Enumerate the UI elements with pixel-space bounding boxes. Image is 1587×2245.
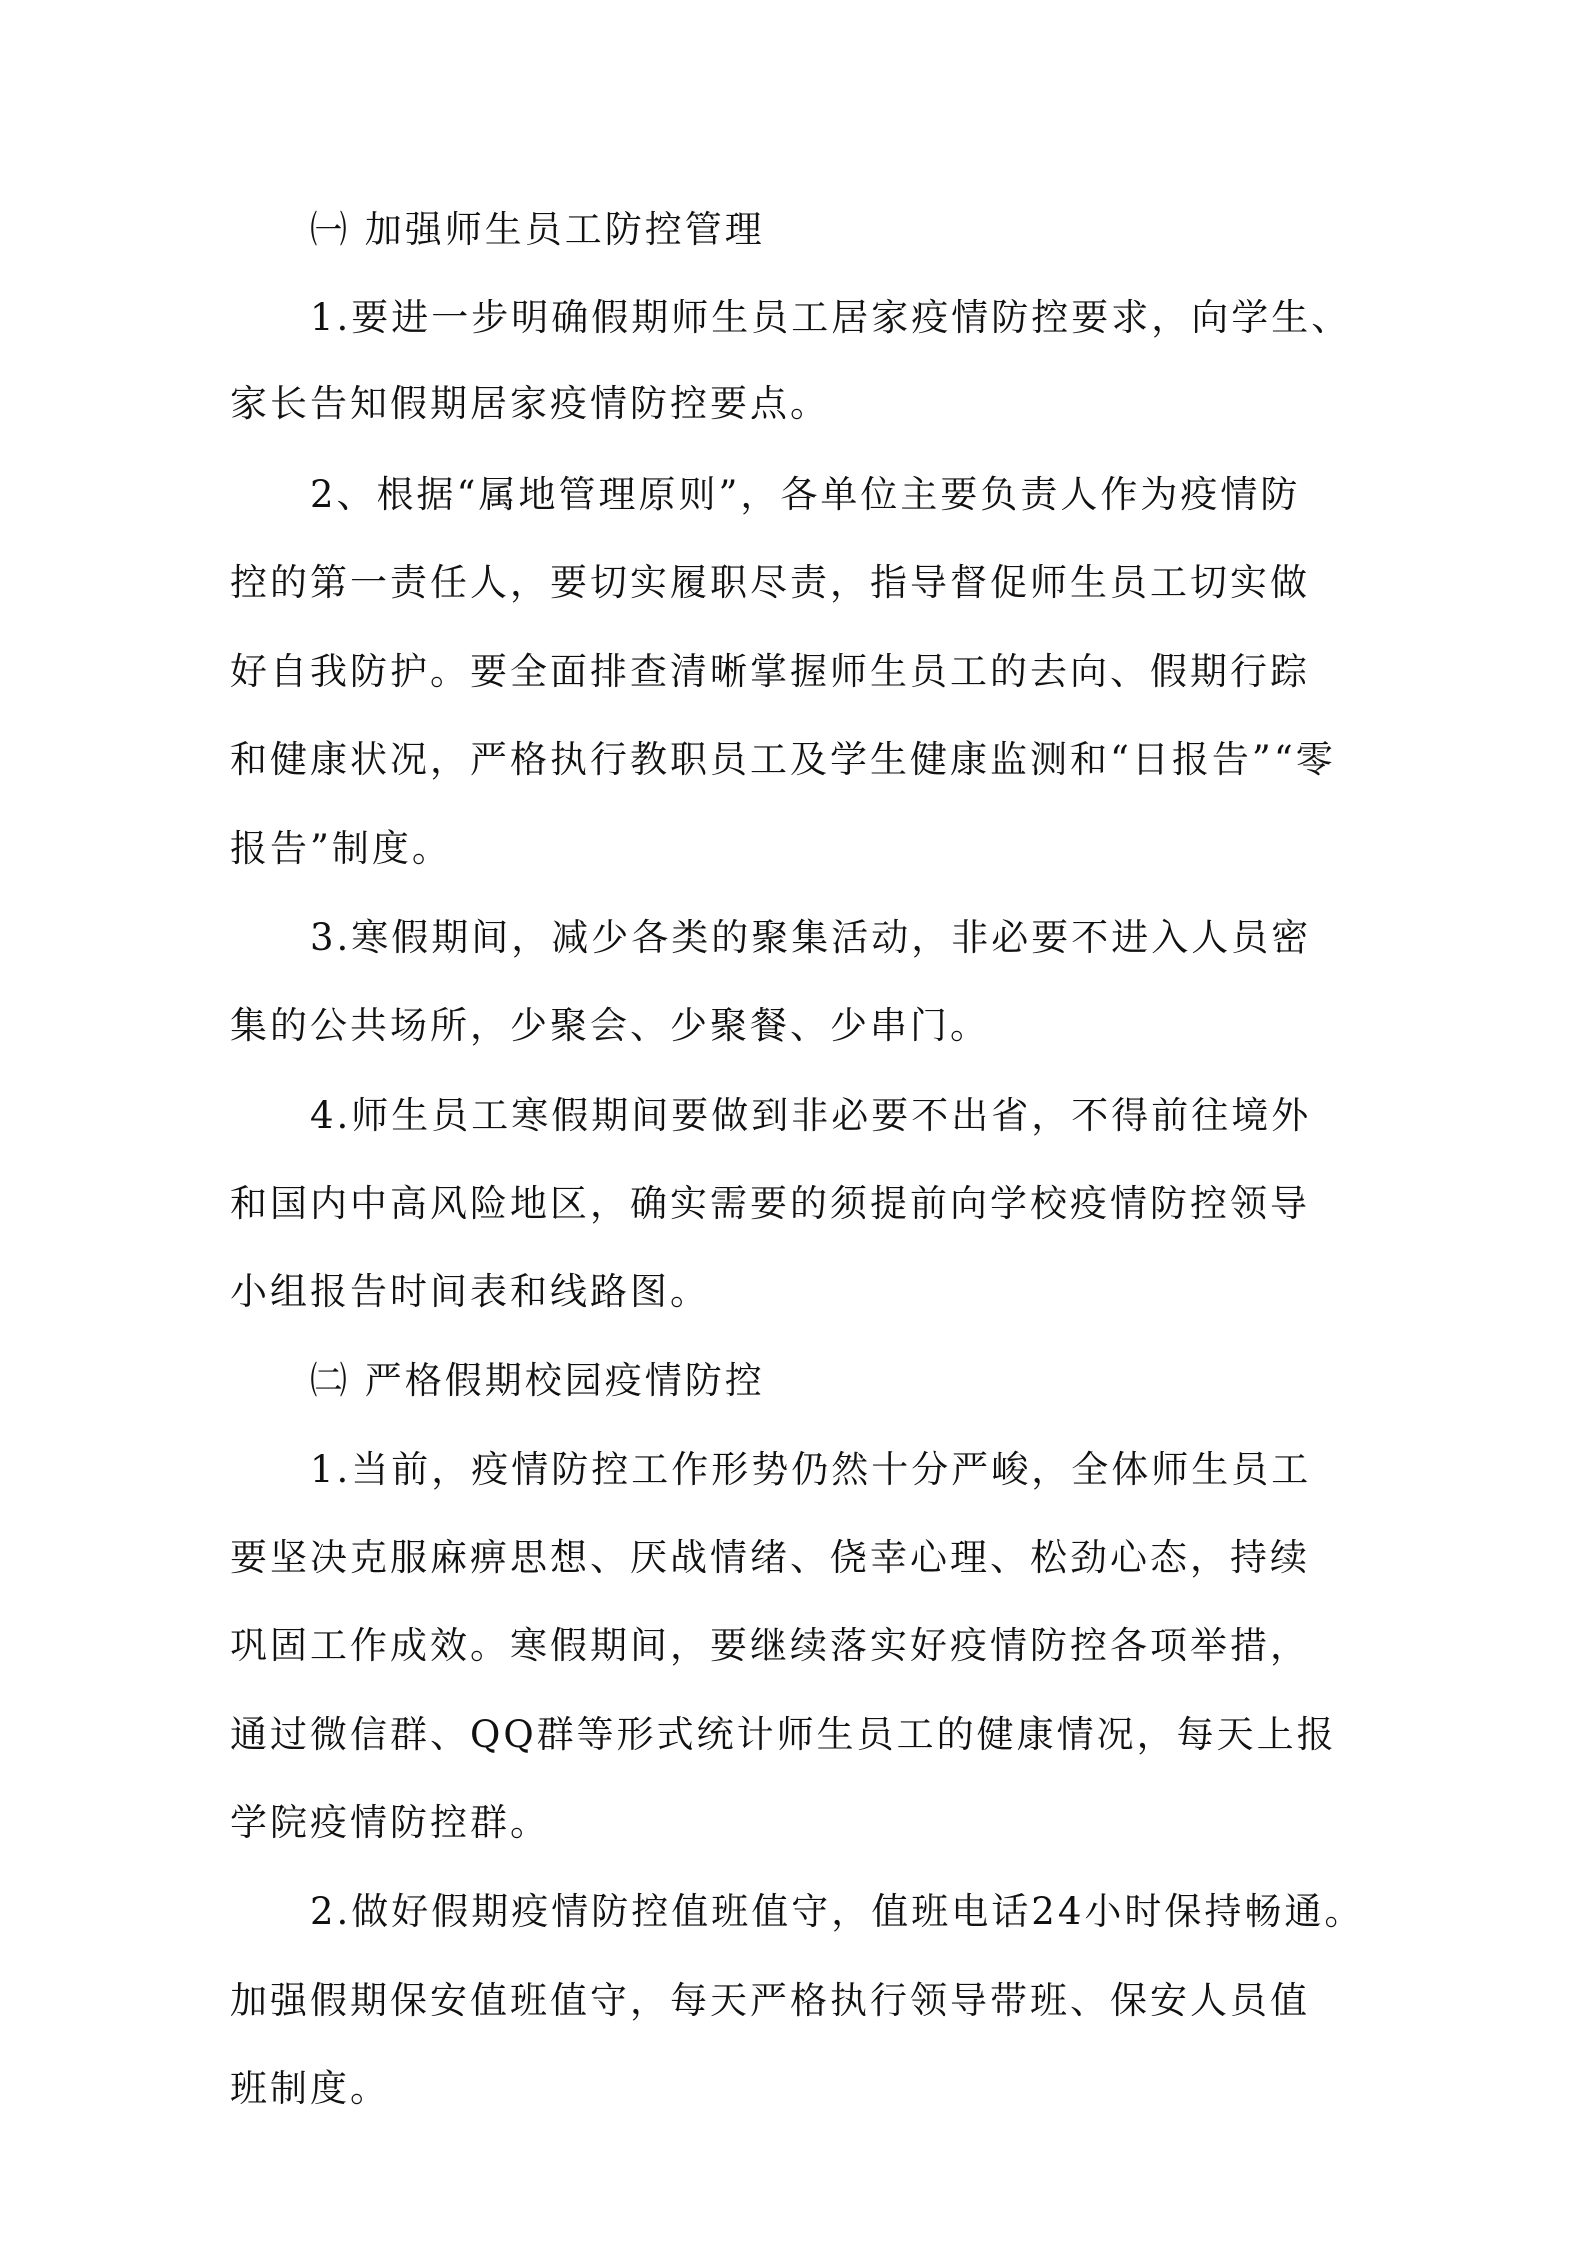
paragraph-line: 小组报告时间表和线路图。 [230,1270,710,1313]
paragraph-line: 1.当前，疫情防控工作形势仍然十分严峻，全体师生员工 [310,1448,1312,1491]
paragraph-line: 学院疫情防控群。 [230,1801,550,1844]
paragraph-line: 控的第一责任人，要切实履职尽责，指导督促师生员工切实做 [230,561,1310,604]
paragraph-line: 和国内中高风险地区，确实需要的须提前向学校疫情防控领导 [230,1182,1310,1225]
paragraph-line: 4.师生员工寒假期间要做到非必要不出省，不得前往境外 [310,1094,1312,1137]
paragraph-line: 巩固工作成效。寒假期间，要继续落实好疫情防控各项举措， [230,1624,1310,1667]
paragraph-line: 好自我防护。要全面排查清晰掌握师生员工的去向、假期行踪 [230,650,1310,693]
paragraph-line: 加强假期保安值班值守，每天严格执行领导带班、保安人员值 [230,1979,1310,2022]
paragraph-line: 和健康状况，严格执行教职员工及学生健康监测和“日报告”“零 [230,738,1336,781]
paragraph-line: 1.要进一步明确假期师生员工居家疫情防控要求，向学生、 [310,296,1352,339]
section-heading-2: ㈡ 严格假期校园疫情防控 [310,1359,765,1402]
section-heading-1: ㈠ 加强师生员工防控管理 [310,208,765,251]
paragraph-line: 2、根据“属地管理原则”，各单位主要负责人作为疫情防 [310,473,1301,516]
paragraph-line: 家长告知假期居家疫情防控要点。 [230,382,830,425]
paragraph-line: 3.寒假期间，减少各类的聚集活动，非必要不进入人员密 [310,916,1312,959]
paragraph-line: 通过微信群、QQ群等形式统计师生员工的健康情况，每天上报 [230,1713,1337,1756]
paragraph-line: 报告”制度。 [230,827,452,870]
paragraph-line: 集的公共场所，少聚会、少聚餐、少串门。 [230,1004,990,1047]
paragraph-line: 要坚决克服麻痹思想、厌战情绪、侥幸心理、松劲心态，持续 [230,1536,1310,1579]
paragraph-line: 2.做好假期疫情防控值班值守，值班电话24小时保持畅通。 [310,1890,1365,1933]
paragraph-line: 班制度。 [230,2067,390,2110]
